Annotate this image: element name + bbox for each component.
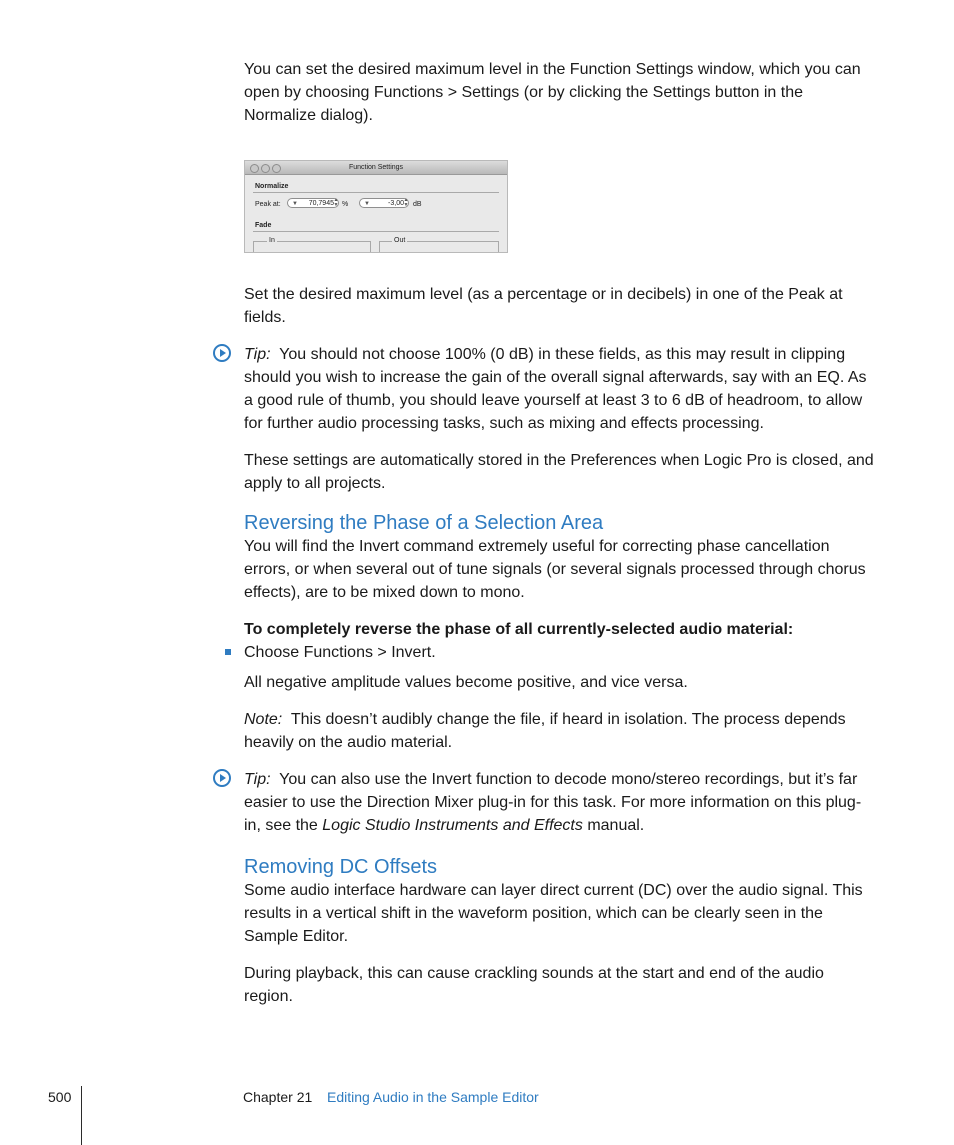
tip-block bbox=[244, 768, 874, 837]
note-text: This doesn’t audibly change the file, if heard in isolation. The process depends heavily on the audio material. bbox=[244, 711, 846, 751]
peak-db-value: -3,00 bbox=[388, 200, 404, 207]
result-paragraph: All negative amplitude values become positive, and vice versa. bbox=[244, 674, 688, 691]
peak-db-field bbox=[359, 198, 409, 208]
section-heading: Reversing the Phase of a Selection Area bbox=[244, 512, 604, 534]
peak-percent-value: 70,7945 bbox=[308, 200, 334, 207]
percent-unit: % bbox=[342, 201, 349, 208]
note-label: Note: bbox=[244, 711, 283, 728]
dc-offset-paragraph: Some audio interface hardware can layer direct current (DC) over the audio signal. This results in a vertical shift in the waveform position, which can be clearly seen in the Sample Editor. bbox=[244, 882, 863, 945]
tip-text-end: manual. bbox=[587, 817, 645, 834]
peak-at-label: Peak at: bbox=[255, 201, 281, 208]
footer-divider bbox=[81, 1086, 82, 1145]
step-text: Choose Functions > Invert. bbox=[244, 644, 436, 661]
tip-label: Tip: bbox=[244, 346, 271, 363]
tip-text: You should not choose 100% (0 dB) in these fields, as this may result in clipping should you wish to increase the gain of the overall signal afterwards, say with an EQ. As a good rule of thumb, you should leave yourself at least 3 to 6 dB of headroom, to allow for further audio processing tasks, such as mixing and effects processing. bbox=[244, 346, 867, 432]
tip-label: Tip: bbox=[244, 771, 271, 788]
section-intro: You will find the Invert command extremely useful for correcting phase cancellation errors, or when several out of tune signals (or several signals processed through chorus effects), are to be mixed down to mono. bbox=[244, 538, 866, 601]
list-item bbox=[244, 641, 874, 664]
divider bbox=[253, 231, 499, 232]
peak-percent-field bbox=[287, 198, 339, 208]
fade-out-label: Out bbox=[394, 237, 406, 244]
divider bbox=[253, 192, 499, 193]
chapter-label: Chapter 21 bbox=[243, 1089, 313, 1105]
manual-title: Logic Studio Instruments and Effects bbox=[322, 817, 583, 834]
window-titlebar bbox=[245, 161, 507, 175]
intro-paragraph: You can set the desired maximum level in the Function Settings window, which you can open by choosing Functions > Settings (or by clicking the Settings button in the Normalize dialog). bbox=[244, 61, 861, 124]
playback-paragraph: During playback, this can cause crackling sounds at the start and end of the audio region. bbox=[244, 965, 824, 1005]
normalize-section-label: Normalize bbox=[255, 183, 289, 190]
chapter-title: Editing Audio in the Sample Editor bbox=[327, 1089, 539, 1105]
stepper-icon: ▲ ▼ bbox=[403, 197, 409, 208]
peak-paragraph: Set the desired maximum level (as a percentage or in decibels) in one of the Peak at fields. bbox=[244, 286, 843, 326]
section-heading: Removing DC Offsets bbox=[244, 856, 438, 878]
tip-text: You can also use the Invert function to decode mono/stereo recordings, but it’s far easier to use the Direction Mixer plug-in for this task. For more information on this plug-in, see the bbox=[244, 771, 862, 834]
fade-section-label: Fade bbox=[255, 222, 272, 229]
page-number: 500 bbox=[48, 1089, 72, 1105]
play-circle-icon bbox=[213, 344, 231, 362]
page-content bbox=[244, 58, 874, 1022]
play-circle-icon bbox=[213, 769, 231, 787]
note-paragraph bbox=[244, 708, 874, 754]
task-heading: To completely reverse the phase of all currently-selected audio material: bbox=[244, 621, 794, 638]
db-unit: dB bbox=[413, 201, 422, 208]
square-bullet-icon bbox=[225, 649, 231, 655]
dropdown-arrow-icon: ▼ bbox=[364, 201, 370, 207]
fade-in-label: In bbox=[269, 237, 275, 244]
function-settings-screenshot bbox=[244, 160, 508, 253]
stepper-icon: ▲ ▼ bbox=[333, 197, 339, 208]
dropdown-arrow-icon: ▼ bbox=[292, 201, 298, 207]
tip-block bbox=[244, 343, 874, 435]
preferences-paragraph: These settings are automatically stored in the Preferences when Logic Pro is closed, and apply to all projects. bbox=[244, 452, 874, 492]
window-title: Function Settings bbox=[348, 164, 404, 171]
